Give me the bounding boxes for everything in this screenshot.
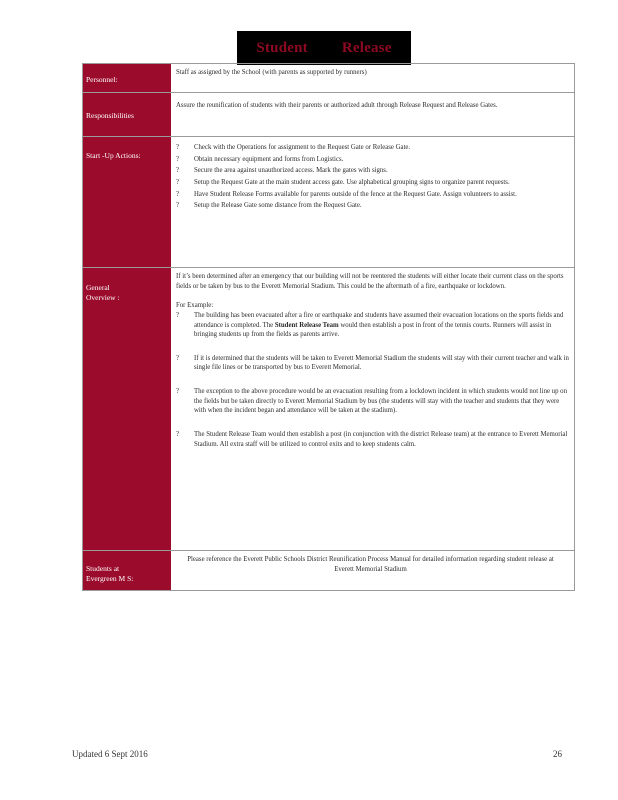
bullet-marker: ? [176,202,180,210]
example-item: ? The Student Release Team would then establish a post (in conjunction with the district Release team) at the entrance to Everett Memorial Stadium. All extra staff will be utilized to control exits and to keep students calm. [176,431,568,448]
page-title [237,31,411,65]
label-personnel: Personnel: [83,64,171,92]
content-students-evergreen [171,551,574,590]
responsibilities-text: Assure the reunification of students with their parents or authorized adult through Release Request and Release Gates. [176,102,498,109]
bullet-marker: ? [176,354,180,362]
label-students-line1: Students at [86,564,120,573]
bullet-marker: ? [176,431,180,439]
startup-item: ? Check with the Operations for assignment to the Request Gate or Release Gate. [176,144,411,151]
row-startup [83,136,574,267]
example-item: ? The building has been evacuated after a fire or earthquake and students have assumed their evacuation locations on the sports fields and attendance is completed. The Student Release Team would then establish a post in front of the tennis courts. Runners will assist in bringing students up from the fields as parents arrive. [176,311,564,339]
label-startup: Start -Up Actions: [83,137,171,267]
bullet-marker: ? [176,144,180,151]
example-item: ? If it is determined that the students will be taken to Everett Memorial Stadium the students will stay with their current teacher and walk in single file lines or be transported by bus to Everett Memorial. [176,354,569,372]
bullet-marker: ? [176,388,180,396]
bullet-marker: ? [176,155,180,163]
row-personnel [83,64,574,92]
page-number: 26 [553,749,562,759]
startup-item: ? Have Student Release Forms available for parents outside of the fence at the Request Gate. Assign volunteers to assist. [176,190,517,198]
label-students-evergreen [83,551,171,590]
startup-item: ? Setup the Release Gate some distance from the Request Gate. [176,202,362,210]
footer-updated: Updated 6 Sept 2016 [72,749,148,759]
example-item: ? The exception to the above procedure would be an evacuation resulting from a lockdown incident in which students would not line up on the fields but be taken directly to Everett Memorial Stadium by bus (the students will stay with the teacher and students that they were with when the incident began and attendance will be taken at the stadium). [176,388,567,415]
title-part1: Student [256,39,308,56]
row-responsibilities [83,92,574,136]
personnel-text: Staff as assigned by the School (with parents as supported by runners) [176,69,367,76]
row-students-evergreen [83,550,574,590]
bullet-marker: ? [176,190,180,198]
procedure-table [82,63,575,591]
label-students-line2: Evergreen M S: [86,574,134,584]
title-part2: Release [341,39,392,56]
example-label: For Example: [176,302,214,310]
students-text: Please reference the Everett Public Schools District Reunification Process Manual for detailed information regarding student release at Everett Memorial Stadium [187,556,554,573]
general-intro: If it’s been determined after an emergency that our building will not be reentered the students will either locate their current class on the sports fields or be taken by bus to the Everett Memorial Stadium. This could be the aftermath of a fire, earthquake or lockdown. [176,273,564,290]
content-startup [171,137,574,267]
student-release-team-bold: Student Release Team [274,321,339,329]
label-general-overview [83,268,171,550]
label-general-line2: Overview : [86,293,120,303]
startup-item: ? Obtain necessary equipment and forms from Logistics. [176,155,344,163]
startup-item: ? Setup the Request Gate at the main student access gate. Use alphabetical grouping signs to organize parent requests. [176,178,510,186]
bullet-marker: ? [176,311,180,319]
label-responsibilities: Responsibilities [83,93,171,136]
content-general-overview [171,268,574,550]
content-responsibilities [171,93,574,136]
bullet-marker: ? [176,167,180,175]
row-general-overview [83,267,574,550]
startup-item: ? Secure the area against unauthorized access. Mark the gates with signs. [176,167,388,175]
content-personnel [171,64,574,92]
bullet-marker: ? [176,178,180,186]
label-general-line1: General [86,283,110,292]
